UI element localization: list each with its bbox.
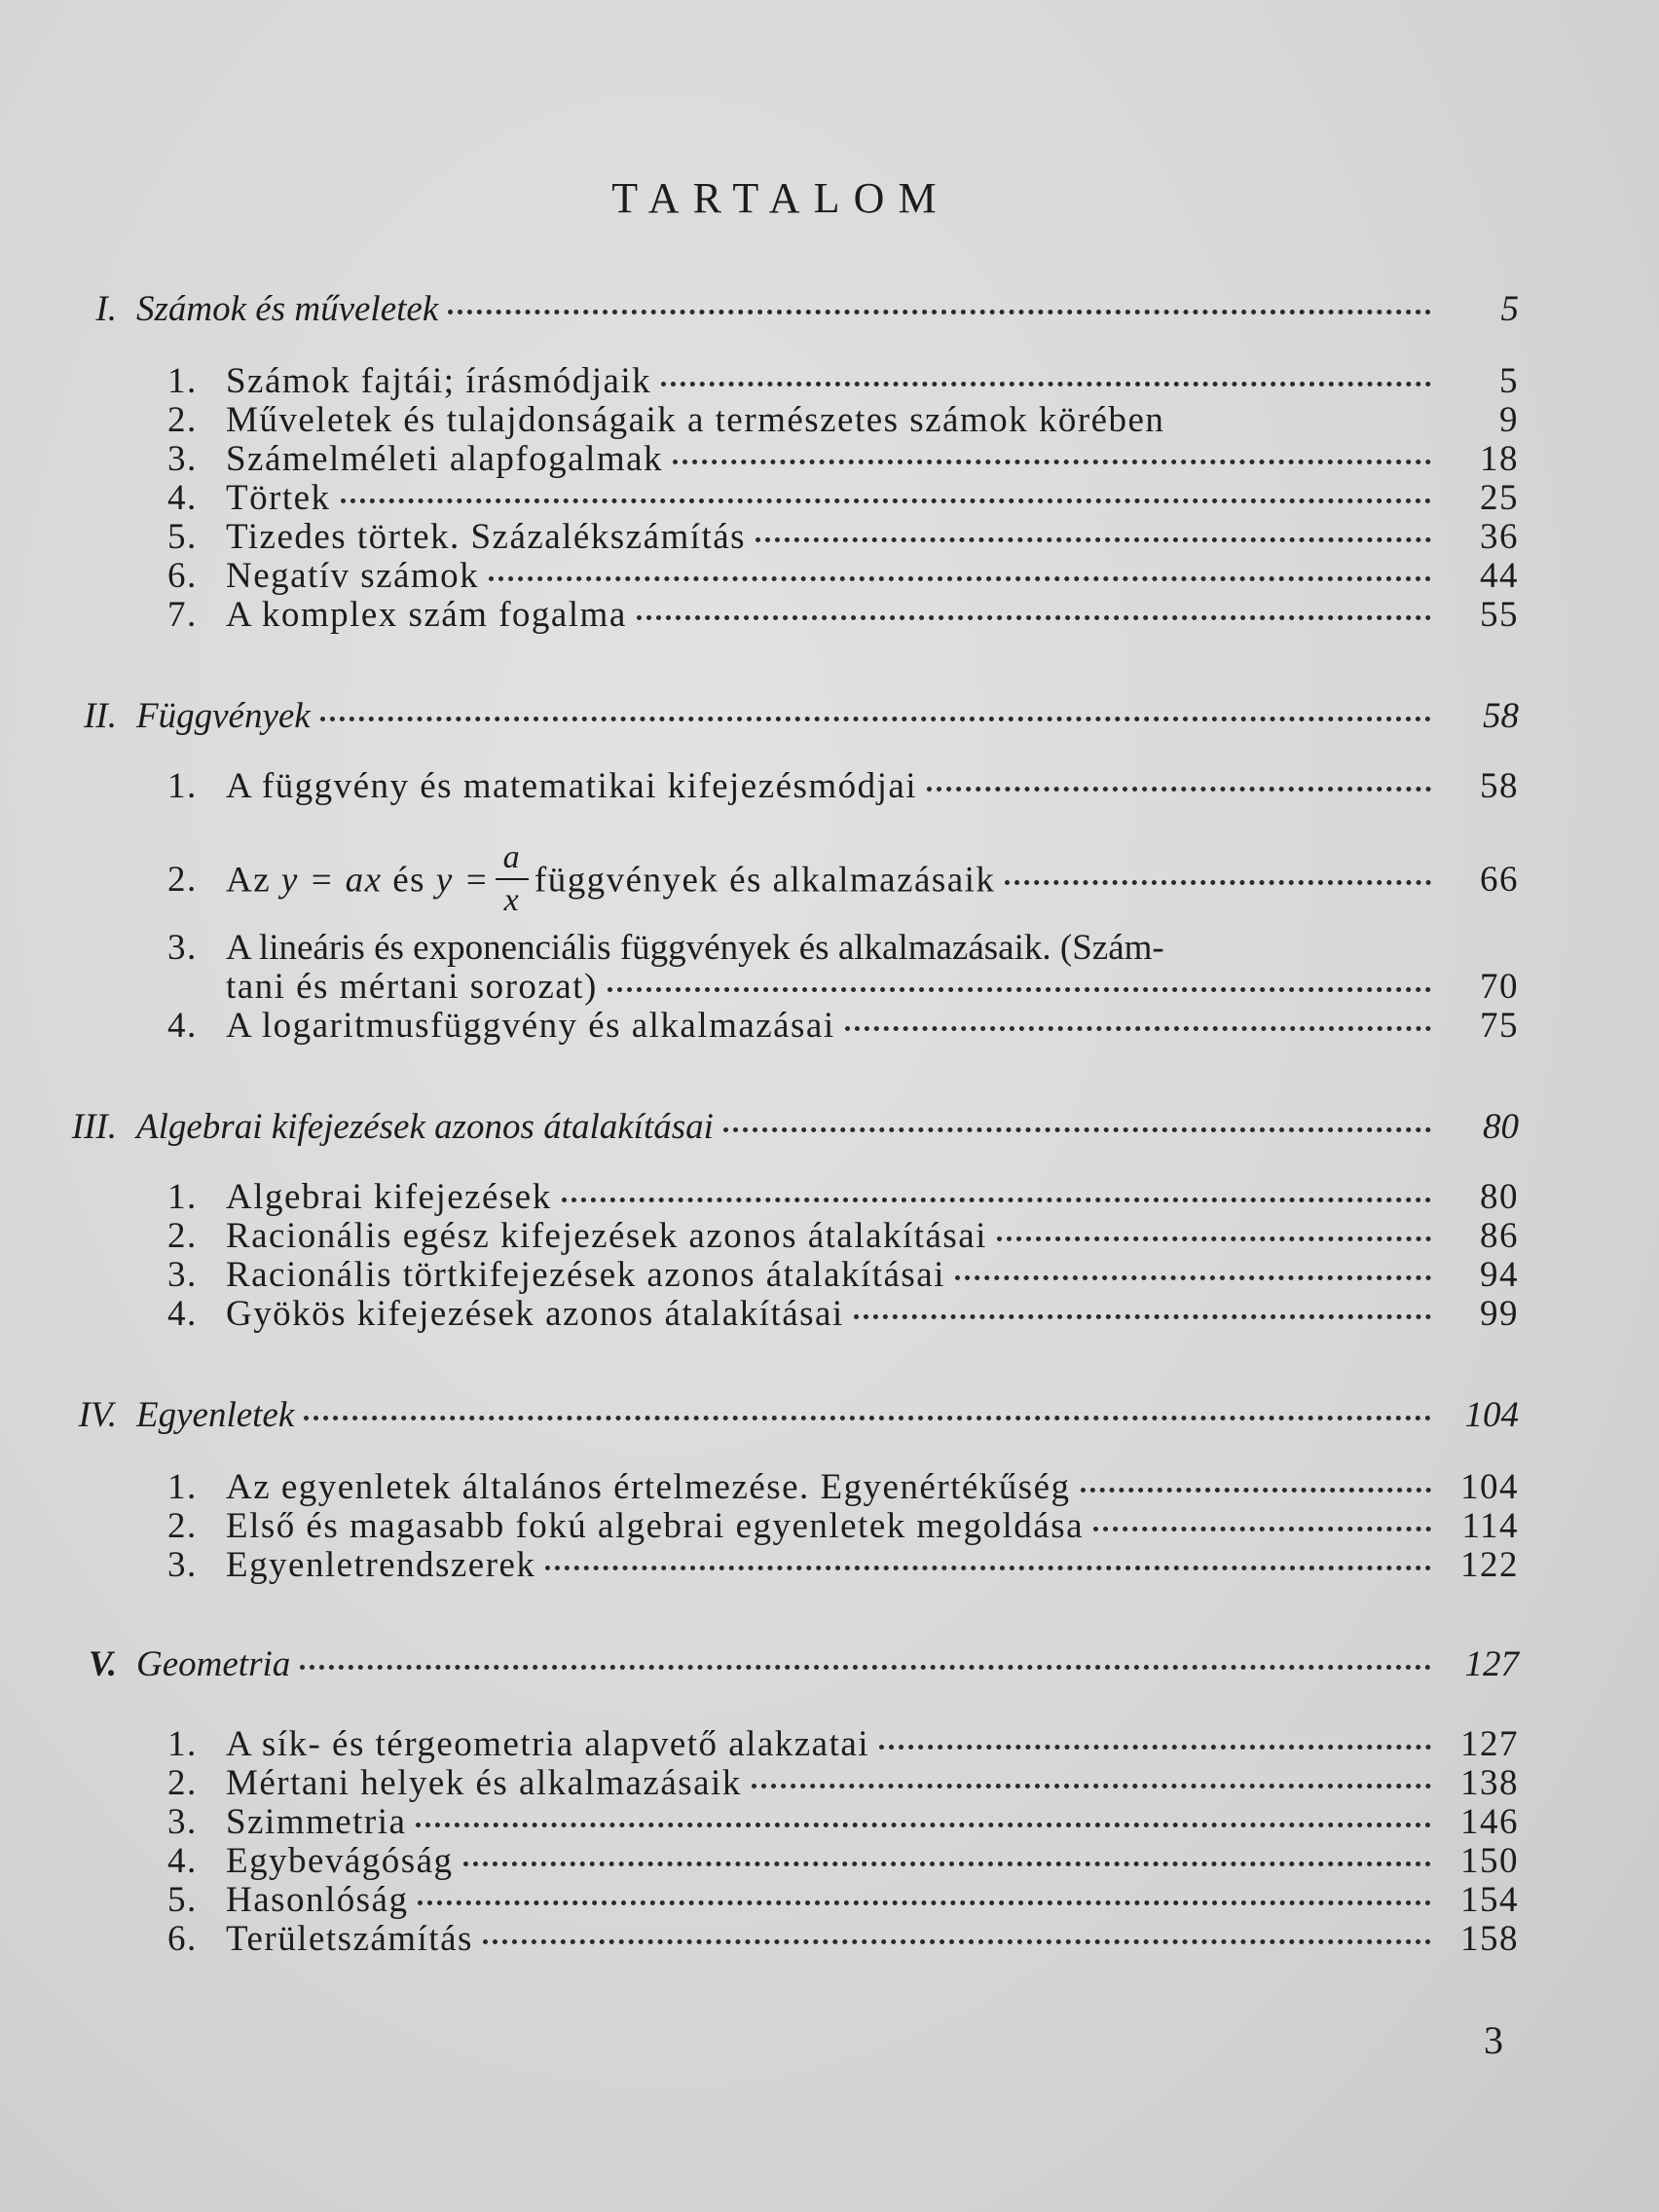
chapter-title: Algebrai kifejezések azonos átalakításai xyxy=(136,1107,714,1147)
item-title: A függvény és matematikai kifejezésmódjai xyxy=(226,766,918,806)
page-ref: 86 xyxy=(1480,1216,1519,1256)
item-number: 1. xyxy=(167,1724,198,1764)
toc-item[interactable] xyxy=(167,1505,1519,1547)
item-title: Hasonlóság xyxy=(226,1880,409,1920)
chapter-number: I. xyxy=(95,289,117,329)
dot-leader xyxy=(854,1314,1431,1319)
formula-expression: y = xyxy=(435,860,490,901)
dot-leader xyxy=(927,787,1431,792)
dot-leader xyxy=(1093,1527,1431,1531)
page-ref: 25 xyxy=(1480,478,1519,518)
page-ref: 58 xyxy=(1483,696,1519,736)
toc-item-continued[interactable] xyxy=(226,966,1519,1008)
dot-leader xyxy=(879,1745,1431,1750)
page-ref: 18 xyxy=(1480,439,1519,479)
page-ref: 5 xyxy=(1500,289,1519,329)
page-ref: 150 xyxy=(1460,1841,1519,1881)
page-ref: 154 xyxy=(1460,1880,1519,1920)
formula-expression: y = ax xyxy=(280,860,383,901)
dot-leader xyxy=(463,1862,1431,1866)
formula-text: Az xyxy=(226,860,272,901)
page-ref: 158 xyxy=(1460,1919,1519,1959)
page-ref: 122 xyxy=(1460,1545,1519,1585)
item-number: 4. xyxy=(167,1006,198,1046)
page-ref: 99 xyxy=(1480,1294,1519,1334)
toc-item[interactable] xyxy=(167,1762,1519,1804)
page-ref: 70 xyxy=(1480,967,1519,1007)
chapter-title: Függvények xyxy=(136,696,311,736)
item-number: 2. xyxy=(167,1506,198,1546)
item-number: 2. xyxy=(167,1763,198,1803)
toc-chapter-1[interactable] xyxy=(62,288,1519,330)
item-number: 2. xyxy=(167,1216,198,1256)
fraction-numerator: a xyxy=(502,839,522,875)
toc-chapter-3[interactable] xyxy=(62,1106,1519,1148)
item-number: 1. xyxy=(167,361,198,401)
page-ref: 5 xyxy=(1499,361,1519,401)
item-number: 6. xyxy=(167,556,198,596)
item-number: 5. xyxy=(167,1880,198,1920)
item-title: Egybevágóság xyxy=(226,1841,454,1881)
dot-leader xyxy=(1005,880,1431,885)
dot-leader xyxy=(723,1127,1431,1132)
item-title: Törtek xyxy=(226,478,331,518)
item-title: Racionális törtkifejezések azonos átalakításai xyxy=(226,1255,945,1295)
fraction-denominator: x xyxy=(503,882,521,918)
item-number: 5. xyxy=(167,517,198,557)
chapter-title: Számok és műveletek xyxy=(136,289,439,329)
fraction xyxy=(496,837,529,921)
dot-leader xyxy=(545,1566,1431,1570)
dot-leader xyxy=(300,1665,1431,1670)
item-number: 2. xyxy=(167,400,198,440)
formula-text: és xyxy=(392,860,426,901)
item-title: Tizedes törtek. Százalékszámítás xyxy=(226,517,747,557)
item-number: 1. xyxy=(167,766,198,806)
item-title: Számok fajtái; írásmódjaik xyxy=(226,361,652,401)
toc-item[interactable] xyxy=(167,1840,1519,1882)
item-title: Az egyenletek általános értelmezése. Egyenértékűség xyxy=(226,1467,1071,1507)
page-ref: 36 xyxy=(1480,517,1519,557)
dot-leader xyxy=(416,1823,1431,1827)
toc-item[interactable] xyxy=(167,399,1519,441)
item-number: 3. xyxy=(167,439,198,479)
item-title: Algebrai kifejezések xyxy=(226,1177,552,1217)
page-ref: 146 xyxy=(1460,1802,1519,1842)
dot-leader xyxy=(448,310,1431,314)
dot-leader xyxy=(1081,1488,1431,1493)
page-ref: 55 xyxy=(1480,595,1519,635)
chapter-number: II. xyxy=(84,696,117,736)
chapter-number: V. xyxy=(88,1644,117,1684)
item-title: Szimmetria xyxy=(226,1802,407,1842)
toc-item[interactable] xyxy=(167,765,1519,807)
dot-leader xyxy=(418,1900,1431,1905)
page-ref: 9 xyxy=(1499,400,1519,440)
toc-item[interactable] xyxy=(167,1005,1519,1047)
item-title: Gyökös kifejezések azonos átalakításai xyxy=(226,1294,844,1334)
page-ref: 138 xyxy=(1460,1763,1519,1803)
item-number: 3. xyxy=(167,1802,198,1842)
dot-leader xyxy=(483,1939,1431,1944)
page-ref: 44 xyxy=(1480,556,1519,596)
page-ref: 104 xyxy=(1460,1467,1519,1507)
item-number: 3. xyxy=(167,1545,198,1585)
chapter-title: Geometria xyxy=(136,1644,291,1684)
item-title: Racionális egész kifejezések azonos átalakításai xyxy=(226,1216,987,1256)
page-title: TARTALOM xyxy=(611,174,950,222)
toc-item[interactable] xyxy=(167,594,1519,636)
toc-item[interactable] xyxy=(167,841,1519,925)
toc-item[interactable] xyxy=(167,1918,1519,1960)
toc-item[interactable] xyxy=(167,555,1519,597)
toc-chapter-5[interactable] xyxy=(62,1643,1519,1685)
item-number: 4. xyxy=(167,478,198,518)
item-title: Számelméleti alapfogalmak xyxy=(226,439,663,479)
item-number: 4. xyxy=(167,1294,198,1334)
item-title: A logaritmusfüggvény és alkalmazásai xyxy=(226,1006,835,1046)
toc-item[interactable] xyxy=(167,360,1519,402)
dot-leader xyxy=(489,576,1431,581)
page-ref: 104 xyxy=(1464,1395,1519,1435)
item-title: Területszámítás xyxy=(226,1919,473,1959)
item-number: 2. xyxy=(167,860,198,901)
dot-leader xyxy=(304,1416,1431,1420)
item-number: 4. xyxy=(167,1841,198,1881)
page-ref: 127 xyxy=(1464,1644,1519,1684)
chapter-number: IV. xyxy=(78,1395,117,1435)
page-ref: 127 xyxy=(1460,1724,1519,1764)
item-number: 6. xyxy=(167,1919,198,1959)
toc-item[interactable] xyxy=(167,1544,1519,1586)
dot-leader xyxy=(955,1275,1431,1280)
item-number: 1. xyxy=(167,1467,198,1507)
toc-item[interactable] xyxy=(167,1254,1519,1296)
dot-leader xyxy=(320,717,1431,721)
toc-item[interactable] xyxy=(167,1879,1519,1921)
dot-leader xyxy=(341,498,1431,503)
page-ref: 75 xyxy=(1480,1006,1519,1046)
chapter-title: Egyenletek xyxy=(136,1395,295,1435)
dot-leader xyxy=(637,615,1431,620)
page-ref: 80 xyxy=(1483,1107,1519,1147)
item-title: Műveletek és tulajdonságaik a természetes számok körében xyxy=(226,400,1165,440)
page-ref: 58 xyxy=(1480,766,1519,806)
toc-item[interactable] xyxy=(167,477,1519,519)
item-title: Negatív számok xyxy=(226,556,480,596)
dot-leader xyxy=(562,1198,1431,1202)
item-title: tani és mértani sorozat) xyxy=(226,967,598,1007)
dot-leader xyxy=(661,382,1431,387)
toc-item[interactable] xyxy=(167,516,1519,558)
chapter-number: III. xyxy=(71,1107,117,1147)
page-ref: 114 xyxy=(1461,1506,1519,1546)
toc-item[interactable] xyxy=(167,1723,1519,1765)
toc-item[interactable] xyxy=(167,927,1519,969)
toc-chapter-2[interactable] xyxy=(62,695,1519,737)
item-title: A sík- és térgeometria alapvető alakzatai xyxy=(226,1724,869,1764)
item-number: 1. xyxy=(167,1177,198,1217)
page-ref: 80 xyxy=(1480,1177,1519,1217)
item-title: Egyenletrendszerek xyxy=(226,1545,536,1585)
toc-item[interactable] xyxy=(167,1466,1519,1508)
item-title: A komplex szám fogalma xyxy=(226,595,627,635)
item-title: A lineáris és exponenciális függvények és alkalmazásaik. (Szám- xyxy=(226,928,1164,968)
item-title: Első és magasabb fokú algebrai egyenletek megoldása xyxy=(226,1506,1084,1546)
dot-leader xyxy=(608,987,1431,992)
toc-item[interactable] xyxy=(167,1801,1519,1843)
page-ref: 66 xyxy=(1480,860,1519,901)
dot-leader xyxy=(756,537,1431,542)
item-title xyxy=(226,841,995,925)
toc-item[interactable] xyxy=(167,1215,1519,1257)
dot-leader xyxy=(845,1026,1431,1031)
toc-item[interactable] xyxy=(167,438,1519,480)
formula-text: függvények és alkalmazásaik xyxy=(534,860,996,901)
toc-item[interactable] xyxy=(167,1293,1519,1335)
dot-leader xyxy=(673,460,1431,464)
toc-item[interactable] xyxy=(167,1176,1519,1218)
item-title: Mértani helyek és alkalmazásaik xyxy=(226,1763,742,1803)
page-number: 3 xyxy=(1484,2018,1503,2062)
dot-leader xyxy=(752,1784,1431,1788)
item-number: 3. xyxy=(167,1255,198,1295)
page-ref: 94 xyxy=(1480,1255,1519,1295)
toc-chapter-4[interactable] xyxy=(62,1394,1519,1436)
dot-leader xyxy=(997,1236,1431,1241)
item-number: 3. xyxy=(167,928,198,968)
item-number: 7. xyxy=(167,595,198,635)
